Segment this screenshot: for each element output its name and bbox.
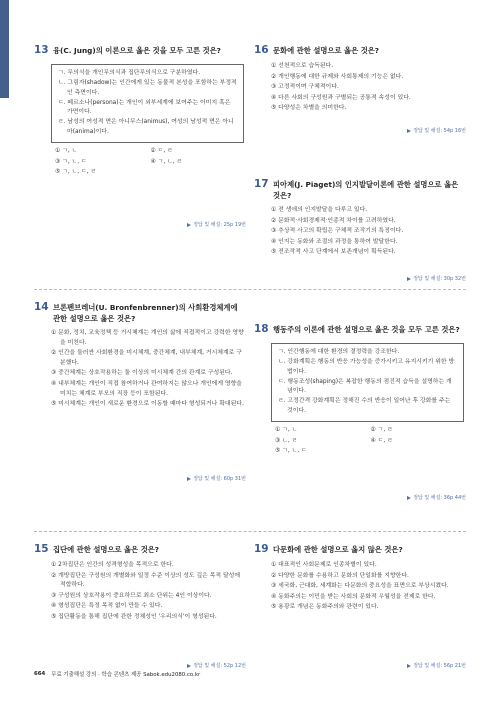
option-3[interactable]: ③ 중간체계는 상호작용하는 둘 이상의 미시체계 간의 관계로 구성된다. xyxy=(51,370,233,377)
option-1[interactable]: ① 문화, 정치, 교육정책 등 거시체계는 개인의 삶에 직접적이고 강력한 영향을 미친다. xyxy=(51,330,244,346)
answer-options xyxy=(51,561,246,623)
option-5[interactable]: ⑤ 전조작적 사고 단계에서 보존개념이 획득된다. xyxy=(271,249,396,256)
arrow-right-icon xyxy=(407,496,411,500)
reference-text: 정답 및 해설: 30p 32번 xyxy=(413,276,466,282)
answer-options xyxy=(271,62,466,114)
answer-options xyxy=(271,561,466,613)
option-2[interactable]: ② 인간을 둘러싼 사회환경을 미시체계, 중간체계, 내부체계, 거시체계로 구분했다. xyxy=(51,350,242,366)
arrow-right-icon xyxy=(407,664,411,668)
option-1[interactable]: ① 선천적으로 습득된다. xyxy=(271,63,334,69)
option-5[interactable]: ⑤ ㄱ, ㄴ, ㄷ, ㄹ xyxy=(55,169,97,176)
answer-reference[interactable] xyxy=(187,475,246,482)
option-2[interactable]: ② 다양한 문화를 수용하고 문화의 단일화를 지향한다. xyxy=(271,572,409,579)
box-item: ㄱ. 무의식을 개인무의식과 집단무의식으로 구분하였다. xyxy=(58,70,201,76)
option-3[interactable]: ③ ㄱ, ㄴ, ㄷ xyxy=(55,158,87,165)
option-5[interactable]: ⑤ 용광로 개념은 동화주의와 관련이 있다. xyxy=(271,604,379,611)
question-number: 19 xyxy=(254,543,269,555)
reference-text: 정답 및 해설: 25p 19번 xyxy=(193,222,246,228)
choice-box xyxy=(271,343,464,422)
option-4[interactable]: ④ 동화주의는 이민을 받는 사회의 문화적 우월성을 전제로 한다. xyxy=(271,593,436,600)
option-2[interactable]: ② 개방집단은 구성원의 개별화와 일정 수준 이상의 성도 깊은 목적 달성에 적합하다. xyxy=(51,572,241,589)
option-5[interactable]: ⑤ 집단활동을 통해 집단에 관한 정체성인 '우리의식'이 형성된다. xyxy=(51,613,217,620)
question-19 xyxy=(254,543,466,614)
question-text: 문화에 관한 설명으로 옳은 것은? xyxy=(273,46,380,55)
option-5[interactable]: ⑤ 미시체계는 개인이 새로운 환경으로 이동할 때마다 형성되거나 확대된다. xyxy=(51,401,244,408)
box-item: ㄹ. 남성의 여성적 면은 아니무스(animus), 여성의 남성적 면은 아니마(anima)이다. xyxy=(58,119,234,135)
option-1[interactable]: ① ㄱ, ㄴ xyxy=(275,427,298,434)
option-4[interactable]: ④ ㄱ, ㄴ, ㄹ xyxy=(150,158,183,165)
question-16 xyxy=(254,44,466,115)
box-item: ㄴ. 강화계획은 행동의 반응 가능성을 증가시키고 유지시키기 위한 방법이다. xyxy=(278,359,455,375)
arrow-right-icon xyxy=(187,477,191,481)
reference-text: 정답 및 해설: 36p 44번 xyxy=(413,495,466,501)
question-number: 13 xyxy=(34,44,49,56)
question-14 xyxy=(34,301,246,411)
arrow-right-icon xyxy=(187,664,191,668)
arrow-right-icon xyxy=(407,129,411,133)
question-13 xyxy=(34,44,246,178)
option-4[interactable]: ④ 내부체계는 개인이 직접 참여하거나 관여하지는 않으나 개인에게 영향을 미치는 체계로 부모의 직장 등이 포함된다. xyxy=(51,380,242,397)
option-3[interactable]: ③ 구성원의 상호작용이 중요하므로 최소 단위는 4인 이상이다. xyxy=(51,592,212,599)
answer-reference[interactable] xyxy=(407,662,466,669)
question-number: 17 xyxy=(254,178,269,190)
answer-reference[interactable] xyxy=(407,127,466,134)
option-4[interactable]: ④ 다른 사회의 구성원과 구별되는 공통적 속성이 있다. xyxy=(271,94,411,101)
section-divider xyxy=(34,289,466,290)
question-text: 행동주의 이론에 관한 설명으로 옳은 것을 모두 고른 것은? xyxy=(273,325,460,334)
option-1[interactable]: ① 대표적인 사회문제로 인종차별이 있다. xyxy=(271,562,377,568)
answer-reference[interactable] xyxy=(187,662,246,669)
option-5[interactable]: ⑤ 다양성은 차별을 의미한다. xyxy=(271,105,347,112)
reference-text: 정답 및 해설: 56p 21번 xyxy=(413,663,466,669)
page-number: 664 xyxy=(34,671,46,677)
answer-options xyxy=(275,426,466,457)
option-3[interactable]: ③ 추상적 사고의 확립은 구체적 조작기의 특징이다. xyxy=(271,228,404,235)
answer-reference[interactable] xyxy=(407,494,466,501)
answer-options xyxy=(271,206,466,258)
question-text: 융(C. Jung)의 이론으로 옳은 것을 모두 고른 것은? xyxy=(53,46,221,55)
question-text: 브론펜브레너(U. Bronfenbrenner)의 사회환경체계에 관한 설명으로 옳은 것은? xyxy=(53,303,238,323)
option-2[interactable]: ② ㄱ, ㄹ xyxy=(370,427,393,434)
sidebar-color-tab xyxy=(0,0,9,98)
option-3[interactable]: ③ ㄴ, ㄹ xyxy=(275,437,298,444)
option-5[interactable]: ⑤ ㄱ, ㄴ, ㄷ xyxy=(275,448,307,455)
answer-options xyxy=(55,147,246,178)
question-number: 14 xyxy=(34,301,49,313)
reference-text: 정답 및 해설: 52p 12번 xyxy=(193,663,246,669)
box-item: ㄷ. 페르소나(persona)는 개인이 외부세계에 보여주는 이미지 혹은 가면이다. xyxy=(58,99,231,116)
arrow-right-icon xyxy=(407,277,411,281)
question-17 xyxy=(254,178,466,259)
option-2[interactable]: ② 문화적·사회경제적·인종적 차이를 고려하였다. xyxy=(271,217,396,224)
question-number: 18 xyxy=(254,323,269,335)
question-text: 피아제(J. Piaget)의 인지발달이론에 관한 설명으로 옳은 것은? xyxy=(273,180,459,200)
box-item: ㄴ. 그림자(shadow)는 인간에게 있는 동물적 본성을 포함하는 부정적인 측면이다. xyxy=(58,80,237,96)
answer-reference[interactable] xyxy=(407,275,466,282)
section-divider xyxy=(34,531,466,532)
option-1[interactable]: ① 전 생애의 인지발달을 다루고 있다. xyxy=(271,207,368,213)
reference-text: 정답 및 해설: 54p 16번 xyxy=(413,128,466,134)
question-text: 집단에 관한 설명으로 옳은 것은? xyxy=(53,545,160,554)
option-4[interactable]: ④ 인지는 동화와 조절의 과정을 통하여 발달한다. xyxy=(271,238,398,245)
option-3[interactable]: ③ 고정적이며 구체적이다. xyxy=(271,84,339,91)
reference-text: 정답 및 해설: 60p 31번 xyxy=(193,476,246,482)
question-text: 다문화에 관한 설명으로 옳지 않은 것은? xyxy=(273,545,403,554)
choice-box xyxy=(51,64,244,143)
option-2[interactable]: ② ㄷ, ㄹ xyxy=(150,148,173,155)
option-3[interactable]: ③ 세국화, 근대화, 세계화는 다문화의 중요성을 표면으로 부상시켰다. xyxy=(271,583,449,590)
question-number: 15 xyxy=(34,543,49,555)
question-number: 16 xyxy=(254,44,269,56)
question-15 xyxy=(34,543,246,624)
box-item: ㄱ. 인간행동에 대한 환경의 결정력을 강조한다. xyxy=(278,349,400,355)
footer-text[interactable]: 무료 기출해설 강의 · 학습 콘텐츠 제공 Sabok.edu2080.co.kr xyxy=(51,672,201,678)
box-item: ㄷ. 행동조성(shaping)은 복잡한 행동의 점진적 습득을 설명하는 개념이다. xyxy=(278,378,452,395)
option-1[interactable]: ① ㄱ, ㄴ xyxy=(55,148,78,155)
answer-options xyxy=(51,329,246,410)
option-4[interactable]: ④ 형성집단은 특정 목적 없이 만들 수 있다. xyxy=(51,603,163,610)
answer-reference[interactable] xyxy=(187,221,246,228)
option-2[interactable]: ② 개인행동에 대한 규제와 사회통제의 기능은 없다. xyxy=(271,73,404,80)
page-footer xyxy=(34,670,200,678)
arrow-right-icon xyxy=(187,223,191,227)
question-18 xyxy=(254,323,466,457)
box-item: ㄹ. 고정간격 강화계획은 정해진 수의 반응이 일어난 후 강화를 주는 것이다. xyxy=(278,398,451,414)
option-4[interactable]: ④ ㄷ, ㄹ xyxy=(370,437,393,444)
option-1[interactable]: ① 2차집단은 인간의 성격형성을 목적으로 한다. xyxy=(51,562,174,568)
